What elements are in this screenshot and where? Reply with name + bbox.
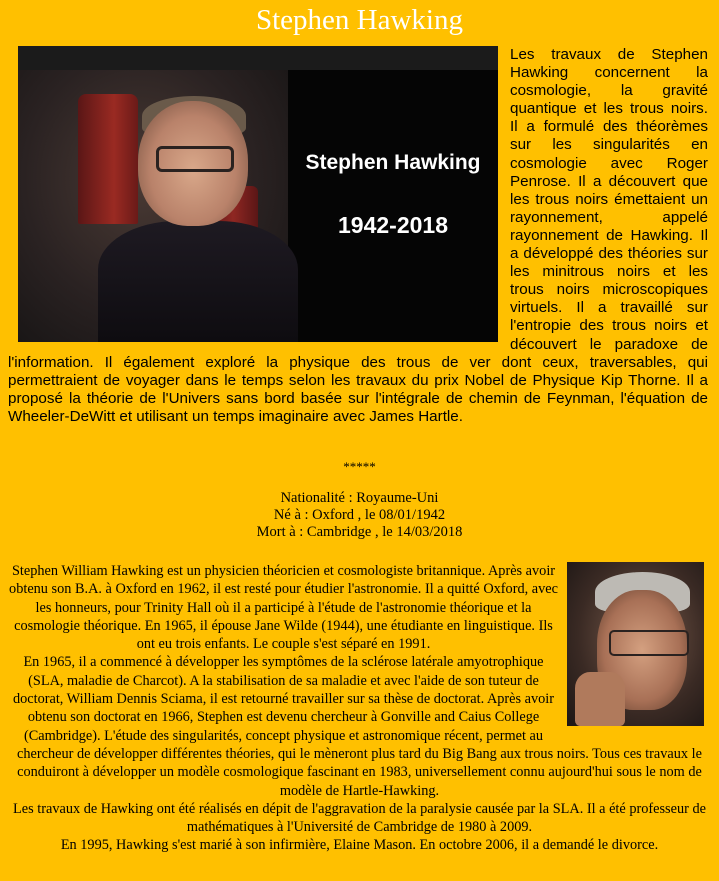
- banner-name: Stephen Hawking: [305, 151, 481, 174]
- intro-section: [8, 46, 708, 426]
- biography-section: [8, 562, 711, 855]
- portrait-hand: [575, 672, 625, 726]
- photo-body: [98, 221, 298, 342]
- intro-text: Les travaux de Stephen Hawking concernent la cosmologie, la gravité quantique et les trous noirs. Il a formulé des théorèmes sur les singularités en cosmologie avec Roger Penrose. Il a découvert que les trous noirs émettaient un rayonnement, appelé rayonnement de Hawking. Il a développé des théories sur les minitrous noirs et les trous noirs microscopiques virtuels. Il a travaillé sur l'entropie des trous noirs et découvert le paradoxe de l'information. Il également exploré la physique des trous de ver dont ceux, traversables, qui permettraient de voyager dans le temps selon les travaux du prix Nobel de Physique Kip Thorne. Il a proposé la théorie de l'Univers sans bord basée sur l'intégrale de chemin de Feynman, l'équation de Wheeler-DeWitt et utilisant un temps imaginaire avec James Hartle.: [8, 46, 708, 425]
- birth-info: Né à : Oxford , le 08/01/1942: [273, 507, 446, 523]
- portrait-glasses: [609, 630, 689, 656]
- bio-paragraph: Stephen William Hawking est un physicien théoricien et cosmologiste britannique. Après avoir obtenu son B.A. à Oxford en 1962, il est resté pour étudier l'astronomie. Il a quitté Oxford, avec les honneurs, pour Trinity Hall où il a participé à l'étude de l'astronomie théorique et la cosmologie théorique. En 1965, il épouse Jane Wilde (1944), une étudiante en linguistique. Ils ont eu trois enfants. Le couple s'est séparé en 1991.: [9, 563, 558, 653]
- wheelchair-headrest: [78, 94, 138, 224]
- page-title: Stephen Hawking: [256, 4, 463, 36]
- photo-glasses: [156, 146, 234, 172]
- banner-years: 1942-2018: [338, 212, 448, 238]
- death-info: Mort à : Cambridge , le 14/03/2018: [256, 524, 463, 540]
- banner-top-strip: [18, 46, 498, 70]
- nationality: Nationalité : Royaume-Uni: [280, 490, 439, 506]
- portrait-image: [567, 562, 704, 726]
- separator: *****: [343, 459, 376, 474]
- banner-image: [18, 46, 498, 342]
- bio-paragraph: En 1995, Hawking s'est marié à son infirmière, Elaine Mason. En octobre 2006, il a demandé le divorce.: [60, 837, 659, 854]
- bio-paragraph: Les travaux de Hawking ont été réalisés en dépit de l'aggravation de la paralysie causée par la SLA. Il a été professeur de mathématiques à l'Université de Cambridge de 1980 à 2009.: [13, 800, 706, 836]
- bio-paragraph: En 1965, il a commencé à développer les symptômes de la sclérose latérale amyotrophique (SLA, maladie de Charcot). A la stabilisation de sa maladie et avec l'aide de son tuteur de doctorat, William Dennis Sciama, il est retourné travailler sur sa thèse de doctorat. Après avoir obtenu son doctorat en 1966, Stephen est devenu chercheur à Gonville and Caius College (Cambridge). L'étude des singularités, concept physique et astronomique récent, permet au chercheur de développer différentes théories, qui le mèneront plus tard du Big Bang aux trous noirs. Tous ces travaux le conduiront à développer un modèle cosmologique fascinant en 1983, universellement connu aujourd'hui sous le nom de modèle de Hartle-Hawking.: [12, 654, 702, 799]
- facts-block: [0, 490, 719, 541]
